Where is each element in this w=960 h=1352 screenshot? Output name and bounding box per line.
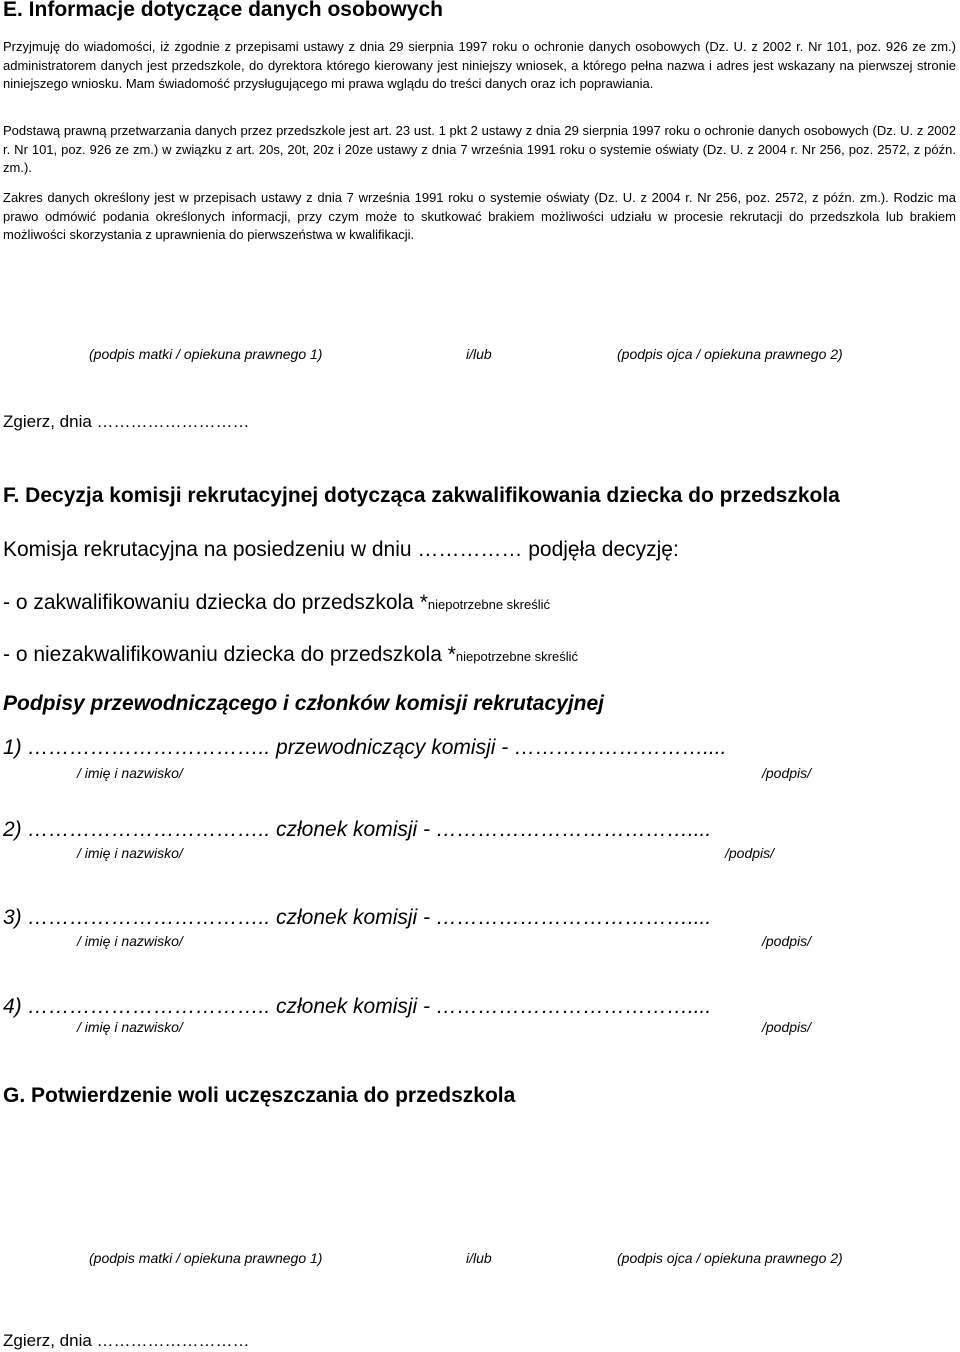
father-signature-caption: (podpis ojca / opiekuna prawnego 2) [617, 346, 843, 362]
member-3-name-caption: / imię i nazwisko/ [77, 933, 183, 949]
section-e-heading: E. Informacje dotyczące danych osobowych [3, 0, 443, 21]
member-2-sign-caption: /podpis/ [725, 845, 775, 861]
and-or-label-g: i/lub [466, 1250, 492, 1266]
meeting-date-line: Komisja rekrutacyjna na posiedzeniu w dniu …………… podjęła decyzję: [3, 538, 679, 561]
qualified-option-text: - o zakwalifikowaniu dziecka do przedszkola * [3, 591, 428, 614]
signatures-heading: Podpisy przewodniczącego i członków komisji rekrutacyjnej [3, 692, 605, 715]
father-signature-caption-g: (podpis ojca / opiekuna prawnego 2) [617, 1250, 843, 1266]
member-line-4: 4) …………………………….. członek komisji - ……………………………….... [3, 995, 712, 1018]
data-scope-paragraph: Zakres danych określony jest w przepisach ustawy z dnia 7 września 1991 roku o systemie oświaty (Dz. U. z 2004 r. Nr 256, poz. 2572, z późn. zm.). Rodzic ma prawo odmówić podania określonych informacji, przy czym może to skutkować brakiem możliwości udziału w procesie rekrutacji do przedszkola lub brakiem możliwości skorzystania z uprawnienia do pierwszeństwa w kwalifikacji. [3, 190, 956, 242]
section-f-heading: F. Decyzja komisji rekrutacyjnej dotycząca zakwalifikowania dziecka do przedszkola [3, 484, 840, 507]
place-date-line-g: Zgierz, dnia ……………………… [3, 1331, 250, 1350]
member-line-1: 1) …………………………….. przewodniczący komisji - ……………………….... [3, 736, 727, 759]
legal-basis-paragraph: Podstawą prawną przetwarzania danych przez przedszkole jest art. 23 ust. 1 pkt 2 ustawy z dnia 29 sierpnia 1997 roku o ochronie danych osobowych (Dz. U. z 2002 r. Nr 101, poz. 926 ze zm.) w związku z art. 20s, 20t, 20z i 20ze ustawy z dnia 7 września 1991 roku o systemie oświaty (Dz. U. z 2004 r. Nr 256, poz. 2572, z późn. zm.). [3, 123, 956, 175]
mother-signature-caption: (podpis matki / opiekuna prawnego 1) [89, 346, 323, 362]
member-1-sign-caption: /podpis/ [762, 765, 812, 781]
member-3-sign-caption: /podpis/ [762, 933, 812, 949]
member-4-sign-caption: /podpis/ [762, 1019, 812, 1035]
member-1-name-caption: / imię i nazwisko/ [77, 765, 183, 781]
strike-note: niepotrzebne skreślić [427, 597, 550, 612]
mother-signature-caption-g: (podpis matki / opiekuna prawnego 1) [89, 1250, 323, 1266]
section-g-heading: G. Potwierdzenie woli uczęszczania do przedszkola [3, 1084, 516, 1107]
place-date-line: Zgierz, dnia ……………………… [3, 412, 250, 431]
not-qualified-option [3, 643, 578, 667]
not-qualified-option-text: - o niezakwalifikowaniu dziecka do przedszkola * [3, 643, 456, 666]
privacy-consent-paragraph: Przyjmuję do wiadomości, iż zgodnie z przepisami ustawy z dnia 29 sierpnia 1997 roku o ochronie danych osobowych (Dz. U. z 2002 r. Nr 101, poz. 926 ze zm.) administratorem danych jest przedszkole, do dyrektora którego kierowany jest niniejszy wniosek, a którego pełna nazwa i adres jest wskazany na pierwszej stronie niniejszego wniosku. Mam świadomość przysługującego mi prawa wglądu do treści danych oraz ich poprawiania. [3, 39, 956, 91]
member-line-2: 2) …………………………….. członek komisji - ……………………………….... [3, 818, 712, 841]
strike-note: niepotrzebne skreślić [455, 649, 579, 664]
and-or-label: i/lub [466, 346, 492, 362]
member-line-3: 3) …………………………….. członek komisji - ……………………………….... [3, 906, 712, 929]
qualified-option [3, 591, 550, 615]
member-4-name-caption: / imię i nazwisko/ [77, 1019, 183, 1035]
member-2-name-caption: / imię i nazwisko/ [77, 845, 183, 861]
